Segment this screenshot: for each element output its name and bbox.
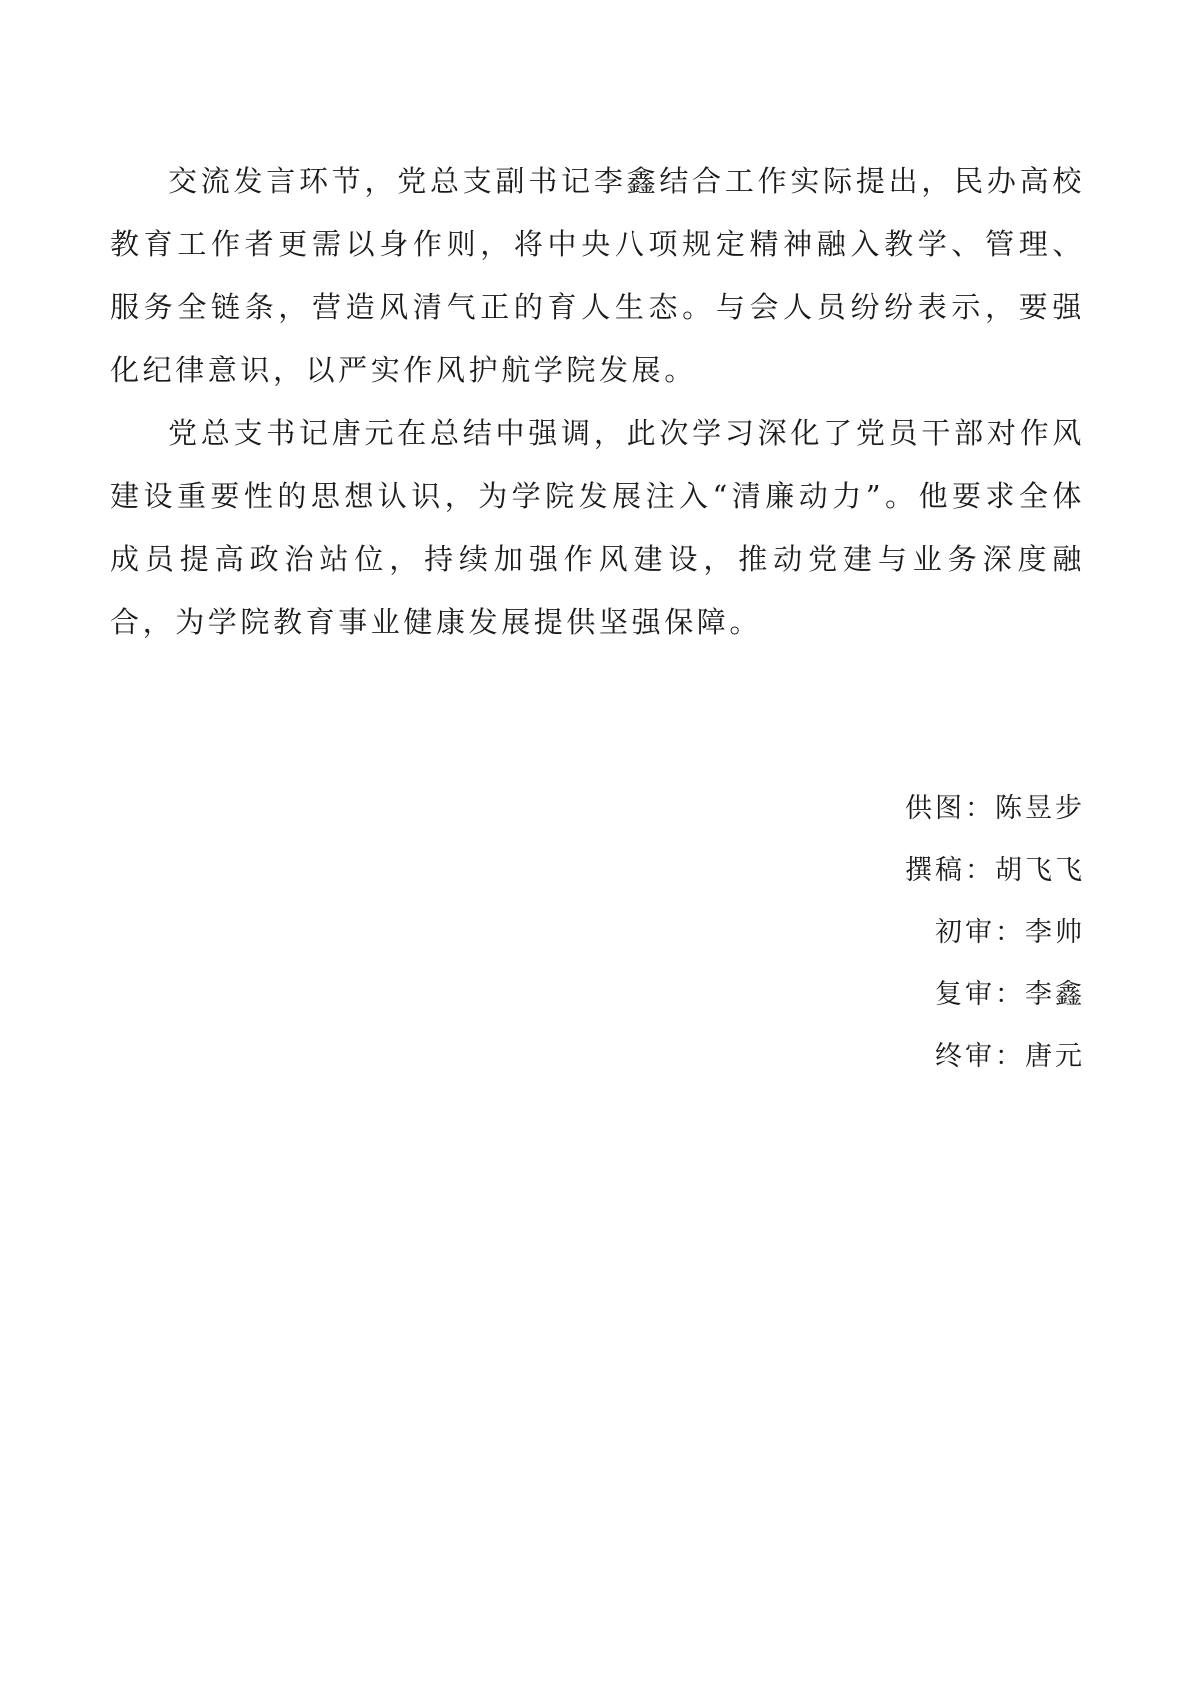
paragraph-exchange-speech: 交流发言环节，党总支副书记李鑫结合工作实际提出，民办高校教育工作者更需以身作则，将中央八项规定精神融入教学、管理、服务全链条，营造风清气正的育人生态。与会人员纷纷表示，要强化纪律意识，以严实作风护航学院发展。 bbox=[110, 164, 1085, 387]
credit-name: 李鑫 bbox=[1025, 979, 1085, 1010]
credit-writer bbox=[905, 840, 1085, 902]
credit-label: 初审： bbox=[935, 917, 1025, 948]
credit-name: 胡飞飞 bbox=[995, 855, 1085, 886]
credit-final-review bbox=[905, 1026, 1085, 1088]
article-body bbox=[110, 150, 1085, 654]
credit-name: 李帅 bbox=[1025, 917, 1085, 948]
credit-label: 撰稿： bbox=[905, 855, 995, 886]
credit-label: 供图： bbox=[905, 793, 995, 824]
paragraph-summary: 党总支书记唐元在总结中强调，此次学习深化了党员干部对作风建设重要性的思想认识，为学院发展注入“清廉动力”。他要求全体成员提高政治站位，持续加强作风建设，推动党建与业务深度融合，为学院教育事业健康发展提供坚强保障。 bbox=[110, 416, 1085, 639]
credit-label: 复审： bbox=[935, 979, 1025, 1010]
credits-block bbox=[905, 778, 1085, 1088]
credit-second-review bbox=[905, 964, 1085, 1026]
credit-name: 陈昱步 bbox=[995, 793, 1085, 824]
credit-photo bbox=[905, 778, 1085, 840]
credit-label: 终审： bbox=[935, 1041, 1025, 1072]
credit-first-review bbox=[905, 902, 1085, 964]
credit-name: 唐元 bbox=[1025, 1041, 1085, 1072]
